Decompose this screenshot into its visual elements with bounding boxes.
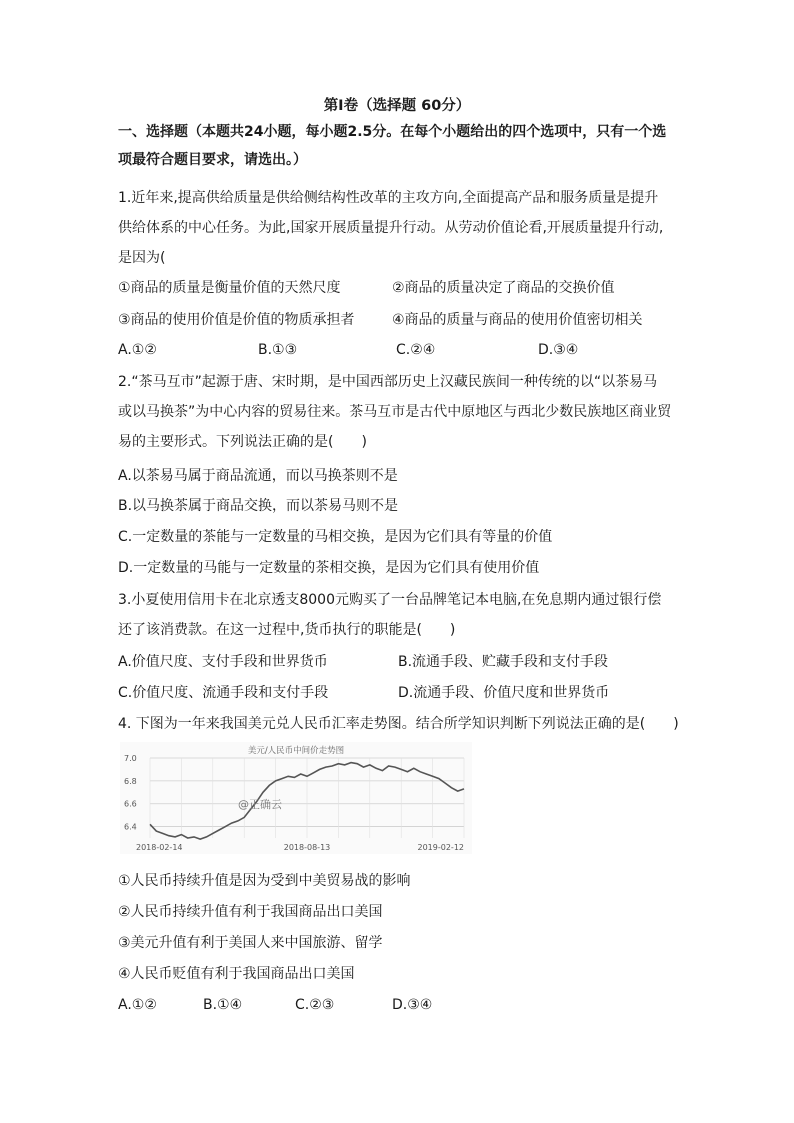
q2-stem-line-3: 易的主要形式。下列说法正确的是( ) (118, 434, 367, 450)
q2-stem-line-2: 或以马换茶”为中心内容的贸易往来。茶马互市是古代中原地区与西北少数民族地区商业贸 (118, 404, 672, 420)
exchange-rate-chart-svg (120, 742, 472, 854)
section-title: 第Ⅰ卷（选择题 60分） (323, 98, 471, 114)
q4-statement-4: ④人民币贬值有利于我国商品出口美国 (118, 966, 355, 982)
q1-statement-1: ①商品的质量是衡量价值的天然尺度 (118, 280, 341, 296)
q4-option-b: B.①④ (203, 997, 243, 1013)
q3-option-b: B.流通手段、贮藏手段和支付手段 (398, 654, 609, 670)
chart-y-tick-label: 6.8 (124, 776, 137, 786)
q2-option-a: A.以茶易马属于商品流通，而以马换茶则不是 (118, 468, 398, 484)
q3-stem-line-2: 还了该消费款。在这一过程中,货币执行的职能是( ) (118, 622, 456, 638)
q4-statement-3: ③美元升值有利于美国人来中国旅游、留学 (118, 935, 383, 951)
q1-stem-line-1: 1.近年来,提高供给质量是供给侧结构性改革的主攻方向,全面提高产品和服务质量是提升 (118, 190, 659, 206)
q4-stem-line-1: 4. 下图为一年来我国美元兑人民币汇率走势图。结合所学知识判断下列说法正确的是( ) (118, 716, 679, 732)
chart-y-tick-label: 6.4 (124, 822, 137, 832)
instructions-line-2: 项最符合题目要求，请选出。） (118, 152, 307, 168)
q1-option-c: C.②④ (396, 342, 436, 358)
exchange-rate-chart (120, 742, 472, 854)
q1-stem-line-3: 是因为( (118, 250, 166, 266)
q2-option-c: C.一定数量的茶能与一定数量的马相交换，是因为它们具有等量的价值 (118, 529, 553, 545)
q3-option-d: D.流通手段、价值尺度和世界货币 (398, 685, 610, 701)
q3-option-c: C.价值尺度、流通手段和支付手段 (118, 685, 329, 701)
q1-stem-line-2: 供给体系的中心任务。为此,国家开展质量提升行动。从劳动价值论看,开展质量提升行动, (118, 220, 664, 236)
q4-option-d: D.③④ (392, 997, 433, 1013)
q3-option-a: A.价值尺度、支付手段和世界货币 (118, 654, 328, 670)
q1-statement-4: ④商品的质量与商品的使用价值密切相关 (392, 312, 643, 328)
q2-option-b: B.以马换茶属于商品交换，而以茶易马则不是 (118, 498, 399, 514)
q1-option-d: D.③④ (538, 342, 579, 358)
q1-option-b: B.①③ (258, 342, 298, 358)
chart-y-tick-label: 7.0 (124, 754, 137, 763)
chart-x-tick-label: 2019-02-12 (417, 843, 464, 852)
q1-statement-3: ③商品的使用价值是价值的物质承担者 (118, 312, 355, 328)
q4-option-a: A.①② (118, 997, 157, 1013)
chart-title: 美元/人民币中间价走势图 (247, 746, 345, 756)
instructions-line-1: 一、选择题（本题共24小题，每小题2.5分。在每个小题给出的四个选项中，只有一个选 (118, 124, 667, 140)
chart-watermark: @正确云 (238, 798, 282, 811)
q1-statement-2: ②商品的质量决定了商品的交换价值 (392, 280, 615, 296)
q2-option-d: D.一定数量的马能与一定数量的茶相交换，是因为它们具有使用价值 (118, 560, 540, 576)
chart-y-tick-label: 6.6 (124, 799, 137, 809)
q4-option-c: C.②③ (295, 997, 335, 1013)
chart-x-tick-label: 2018-08-13 (283, 843, 331, 852)
q4-statement-1: ①人民币持续升值是因为受到中美贸易战的影响 (118, 873, 411, 889)
chart-x-tick-label: 2018-02-14 (136, 843, 183, 852)
q3-stem-line-1: 3.小夏使用信用卡在北京透支8000元购买了一台品牌笔记本电脑,在免息期内通过银行偿 (118, 592, 662, 608)
q2-stem-line-1: 2.“茶马互市”起源于唐、宋时期，是中国西部历史上汉藏民族间一种传统的以“以茶易马 (118, 374, 658, 390)
q1-option-a: A.①② (118, 342, 157, 358)
q4-statement-2: ②人民币持续升值有利于我国商品出口美国 (118, 904, 383, 920)
